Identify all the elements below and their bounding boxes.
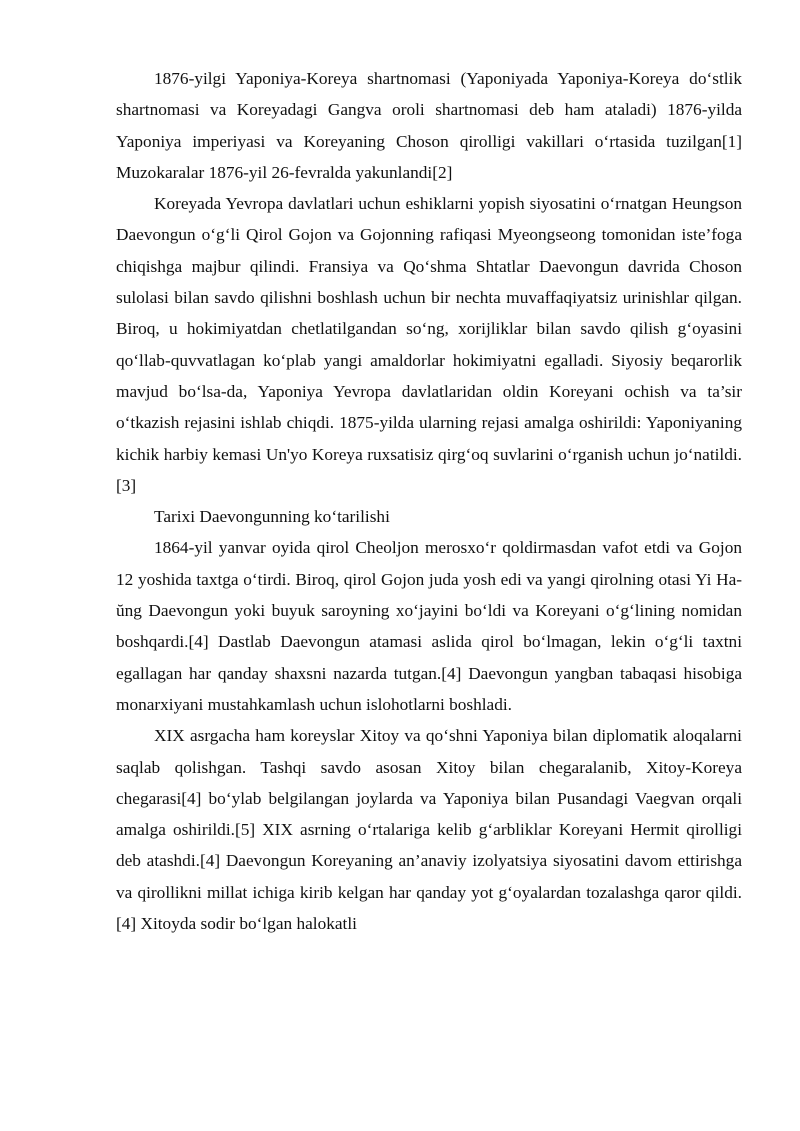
paragraph-political-context: Koreyada Yevropa davlatlari uchun eshiklarni yopish siyosatini o‘rnatgan Heungson Daevongun o‘g‘li Qirol Gojon va Gojonning rafiqasi Myeongseong tomonidan iste’foga chiqishga majbur qilindi. Fransiya va Qo‘shma Shtatlar Daevongun davrida Choson sulolasi bilan savdo qilishni boshlash uchun bir nechta muvaffaqiyatsiz urinishlar qilgan. Biroq, u hokimiyatdan chetlatilgandan so‘ng, xorijliklar bilan savdo qilish g‘oyasini qo‘llab-quvvatlagan ko‘plab yangi amaldorlar hokimiyatni egalladi. Siyosiy beqarorlik mavjud bo‘lsa-da, Yaponiya Yevropa davlatlaridan oldin Koreyani ochish va ta’sir o‘tkazish rejasini ishlab chiqdi. 1875-yilda ularning rejasi amalga oshirildi: Yaponiyaning kichik harbiy kemasi Un'yo Koreya ruxsatisiz qirg‘oq suvlarini o‘rganish uchun jo‘natildi.[3] [116,194,742,495]
section-heading: Tarixi Daevongunning ko‘tarilishi [154,507,390,527]
paragraph-treaty-intro: 1876-yilgi Yaponiya-Koreya shartnomasi (Yaponiyada Yaponiya-Koreya do‘stlik shartnomasi va Koreyadagi Gangva oroli shartnomasi deb ham ataladi) 1876-yilda Yaponiya imperiyasi va Koreyaning Choson qirolligi vakillari o‘rtasida tuzilgan[1] Muzokaralar 1876-yil 26-fevralda yakunlandi[2] [116,69,742,182]
paragraph-daewongun-rise: 1864-yil yanvar oyida qirol Cheoljon merosxo‘r qoldirmasdan vafot etdi va Gojon 12 yoshida taxtga o‘tirdi. Biroq, qirol Gojon juda yosh edi va yangi qirolning otasi Yi Ha-ŭng Daevongun yoki buyuk saroyning xo‘jayini bo‘ldi va Koreyani o‘g‘lining nomidan boshqardi.[4] Dastlab Daevongun atamasi aslida qirol bo‘lmagan, lekin o‘g‘li taxtni egallagan har qanday shaxsni nazarda tutgan.[4] Daevongun yangban tabaqasi hisobiga monarxiyani mustahkamlash uchun islohotlarni boshladi. [116,538,742,714]
document-page [116,63,742,939]
paragraph-foreign-relations: XIX asrgacha ham koreyslar Xitoy va qo‘shni Yaponiya bilan diplomatik aloqalarni saqlab qolishgan. Tashqi savdo asosan Xitoy bilan chegaralanib, Xitoy-Koreya chegarasi[4] bo‘ylab belgilangan joylarda va Yaponiya bilan Pusandagi Vaegvan orqali amalga oshirildi.[5] XIX asrning o‘rtalariga kelib g‘arbliklar Koreyani Hermit qirolligi deb atashdi.[4] Daevongun Koreyaning an’anaviy izolyatsiya siyosatini davom ettirishga va qirollikni millat ichiga kirib kelgan har qanday yot g‘oyalardan tozalashga qaror qildi.[4] Xitoyda sodir bo‘lgan halokatli [116,726,742,934]
